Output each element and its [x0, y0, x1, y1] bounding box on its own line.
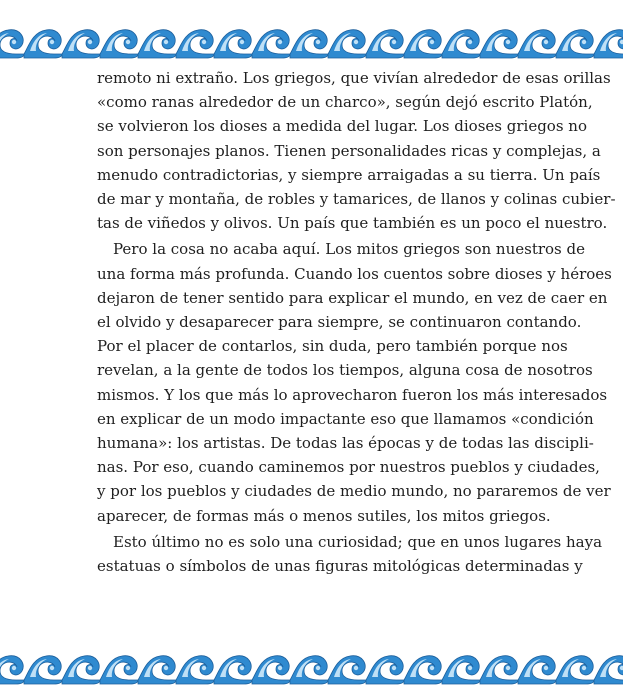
bottom-wave-border-icon — [0, 640, 623, 690]
wave-unit-icon — [138, 30, 176, 58]
wave-unit-icon — [556, 656, 594, 684]
text-line: nas. Por eso, cuando caminemos por nuestros pueblos y ciudades, — [97, 458, 600, 477]
wave-unit-icon — [366, 30, 404, 58]
wave-unit-icon — [138, 656, 176, 684]
text-line: revelan, a la gente de todos los tiempos, alguna cosa de nosotros — [97, 361, 593, 380]
wave-unit-icon — [328, 656, 366, 684]
wave-unit-icon — [328, 30, 366, 58]
wave-unit-icon — [556, 30, 594, 58]
wave-unit-icon — [594, 30, 623, 58]
text-line: aparecer, de formas más o menos sutiles, los mitos griegos. — [97, 506, 551, 525]
text-line: tas de viñedos y olivos. Un país que también es un poco el nuestro. — [97, 214, 608, 233]
text-line: dejaron de tener sentido para explicar el mundo, en vez de caer en — [97, 288, 608, 307]
top-wave-border-icon — [0, 14, 623, 64]
wave-unit-icon — [366, 656, 404, 684]
wave-unit-icon — [62, 30, 100, 58]
wave-unit-icon — [100, 30, 138, 58]
wave-unit-icon — [214, 30, 252, 58]
wave-unit-icon — [252, 656, 290, 684]
wave-unit-icon — [176, 30, 214, 58]
text-line: se volvieron los dioses a medida del lugar. Los dioses griegos no — [97, 117, 587, 136]
wave-unit-icon — [480, 30, 518, 58]
body-text — [97, 66, 616, 578]
text-line: remoto ni extraño. Los griegos, que vivían alrededor de esas orillas — [97, 69, 611, 87]
text-line: en explicar de un modo impactante eso que llamamos «condición — [97, 409, 594, 428]
text-line: estatuas o símbolos de unas figuras mitológicas determinadas y — [97, 557, 583, 576]
text-line: Esto último no es solo una curiosidad; que en unos lugares haya — [113, 532, 603, 551]
wave-unit-icon — [290, 30, 328, 58]
wave-unit-icon — [100, 656, 138, 684]
wave-unit-icon — [594, 656, 623, 684]
wave-unit-icon — [252, 30, 290, 58]
text-line: Por el placer de contarlos, sin duda, pero también porque nos — [97, 337, 568, 356]
wave-unit-icon — [214, 656, 252, 684]
text-line: «como ranas alrededor de un charco», según dejó escrito Platón, — [97, 93, 593, 112]
text-line: una forma más profunda. Cuando los cuentos sobre dioses y héroes — [97, 264, 612, 283]
wave-unit-icon — [0, 30, 24, 58]
wave-unit-icon — [290, 656, 328, 684]
text-line: Pero la cosa no acaba aquí. Los mitos griegos son nuestros de — [113, 240, 585, 259]
wave-unit-icon — [24, 656, 62, 684]
text-line: y por los pueblos y ciudades de medio mundo, no pararemos de ver — [97, 482, 611, 501]
text-line: mismos. Y los que más lo aprovecharon fueron los más interesados — [97, 385, 608, 404]
wave-unit-icon — [442, 30, 480, 58]
wave-unit-icon — [518, 30, 556, 58]
text-line: son personajes planos. Tienen personalidades ricas y complejas, a — [97, 141, 601, 160]
wave-unit-icon — [176, 656, 214, 684]
wave-unit-icon — [24, 30, 62, 58]
wave-unit-icon — [480, 656, 518, 684]
wave-unit-icon — [442, 656, 480, 684]
text-line: humana»: los artistas. De todas las épocas y de todas las discipli- — [97, 434, 594, 453]
wave-unit-icon — [404, 30, 442, 58]
wave-unit-icon — [518, 656, 556, 684]
text-line: el olvido y desaparecer para siempre, se continuaron contando. — [97, 313, 582, 332]
wave-unit-icon — [0, 656, 24, 684]
text-line: menudo contradictorias, y siempre arraigadas a su tierra. Un país — [97, 165, 601, 184]
text-line: de mar y montaña, de robles y tamarices, de llanos y colinas cubier- — [97, 190, 616, 209]
wave-unit-icon — [62, 656, 100, 684]
wave-unit-icon — [404, 656, 442, 684]
